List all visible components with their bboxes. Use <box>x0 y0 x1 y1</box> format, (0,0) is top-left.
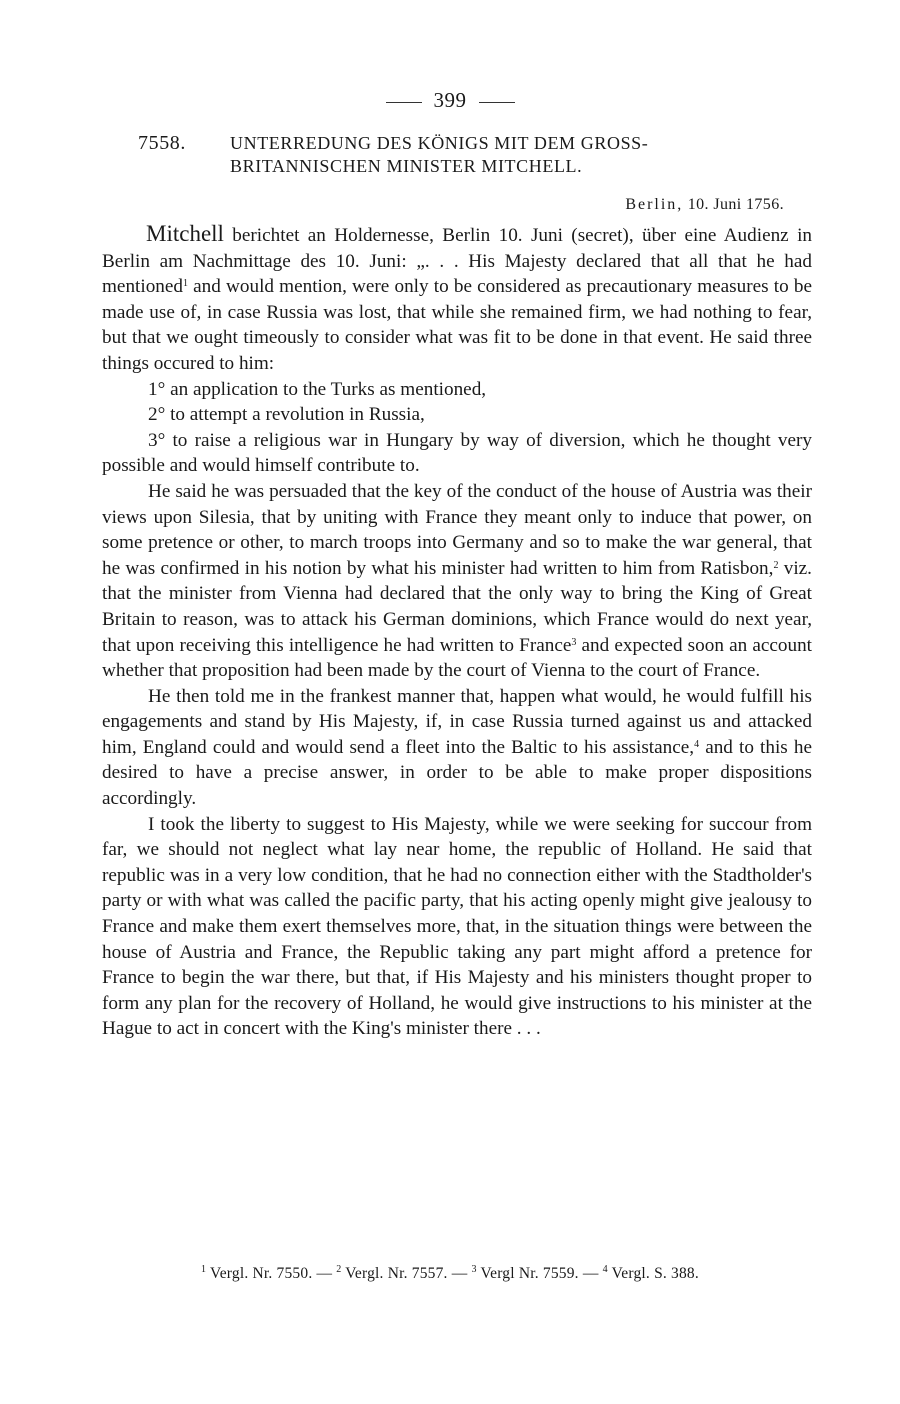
footnotes <box>0 1265 900 1283</box>
footnote-ref-1: 1 <box>183 278 188 290</box>
paragraph-4: I took the liberty to suggest to His Majesty, while we were seeking for succour from far, we should not neglect what lay near home, the republic of Holland. He said that republic was in a very low condition, that he had no connection either with the Stadtholder's party or with what was called the pacific party, that his acting openly might give jealousy to France and make them exert themselves more, that, in the situation things were between the house of Austria and France, the Republic taking any part might afford a pretence for France to begin the war there, but that, if His Majesty and his ministers thought proper to form any plan for the recovery of Holland, he would give instructions to his minister at the Hague to act in concert with the King's minister there . . . <box>102 813 812 1040</box>
paragraph-3 <box>102 684 812 812</box>
footnote-2: Vergl. Nr. 7557. — <box>341 1265 472 1282</box>
list-item-1: 1° an application to the Turks as mentioned, <box>148 378 487 400</box>
document-heading <box>138 132 818 178</box>
footnote-4: Vergl. S. 388. <box>607 1265 699 1282</box>
heading-title-line-2: BRITANNISCHEN MINISTER MITCHELL. <box>230 156 583 176</box>
dateline-date: 10. Juni 1756. <box>687 196 784 213</box>
footnote-ref-3: 3 <box>571 636 577 648</box>
page-number-dash-right <box>479 102 515 103</box>
page-number: 399 <box>433 88 467 112</box>
paragraph-1-text-a: berichtet an Holdernesse, Berlin 10. Juni (secret), über eine Audienz in Berlin am Nachmittage des 10. Juni: „. . . His Majesty declared that all that he had mentioned <box>102 225 812 298</box>
dateline-place: Berlin, <box>625 196 684 213</box>
footnote-ref-4: 4 <box>694 738 700 750</box>
heading-line-1 <box>138 132 818 155</box>
footnote-3: Vergl Nr. 7559. — <box>476 1265 603 1282</box>
heading-title-line-1: UNTERREDUNG DES KÖNIGS MIT DEM GROSS- <box>230 133 649 153</box>
list-item-3: 3° to raise a religious war in Hungary by way of diversion, which he thought very possible and would himself contribute to. <box>102 429 812 477</box>
footnote-mark-3: 3 <box>471 1264 477 1275</box>
footnote-ref-2: 2 <box>773 559 779 571</box>
footnote-mark-1: 1 <box>201 1264 207 1275</box>
footnote-mark-4: 4 <box>602 1264 608 1275</box>
paragraph-2-text-a: He said he was persuaded that the key of the conduct of the house of Austria was their views upon Silesia, that by uniting with France they meant only to induce that power, on some pretence or other, to march troops into Germany and so to make the war general, that he was confirmed in his notion by what his minister had written to him from Ratisbon, <box>102 480 812 579</box>
dateline <box>625 196 784 214</box>
paragraph-1-text-b: and would mention, were only to be considered as precautionary measures to be made use of, in case Russia was lost, that while she remained firm, we had nothing to fear, but that we ought timeously to consider what was fit to be done in that event. He said three things occured to him: <box>102 276 812 374</box>
paragraph-2-text-c: and expected soon an account whether that proposition had been made by the court of Vienna to the court of France. <box>102 634 812 682</box>
footnote-mark-2: 2 <box>336 1264 342 1275</box>
paragraph-3-text-b: and to this he desired to have a precise answer, in order to be able to make proper dispositions accordingly. <box>102 736 812 810</box>
page-number-header <box>0 88 900 113</box>
footnote-1: Vergl. Nr. 7550. — <box>206 1265 337 1282</box>
list-item-2: 2° to attempt a revolution in Russia, <box>148 404 425 426</box>
body-text <box>102 221 812 1042</box>
paragraph-3-text-a: He then told me in the frankest manner that, happen what would, he would fulfill his engagements and stand by His Majesty, if, in case Russia turned against us and attacked him, England could and would send a fleet into the Baltic to his assistance, <box>102 685 812 758</box>
document-number: 7558. <box>138 132 186 154</box>
paragraph-2-text-b: viz. that the minister from Vienna had declared that the only way to bring the King of Great Britain to reason, was to attack his German dominions, which France would do next year, that upon receiving this intelligence he had written to France <box>102 557 812 656</box>
paragraph-1-lead: Mitchell <box>146 221 224 246</box>
paragraph-2 <box>102 479 812 684</box>
page-number-dash-left <box>386 102 422 103</box>
paragraph-1 <box>102 221 812 377</box>
